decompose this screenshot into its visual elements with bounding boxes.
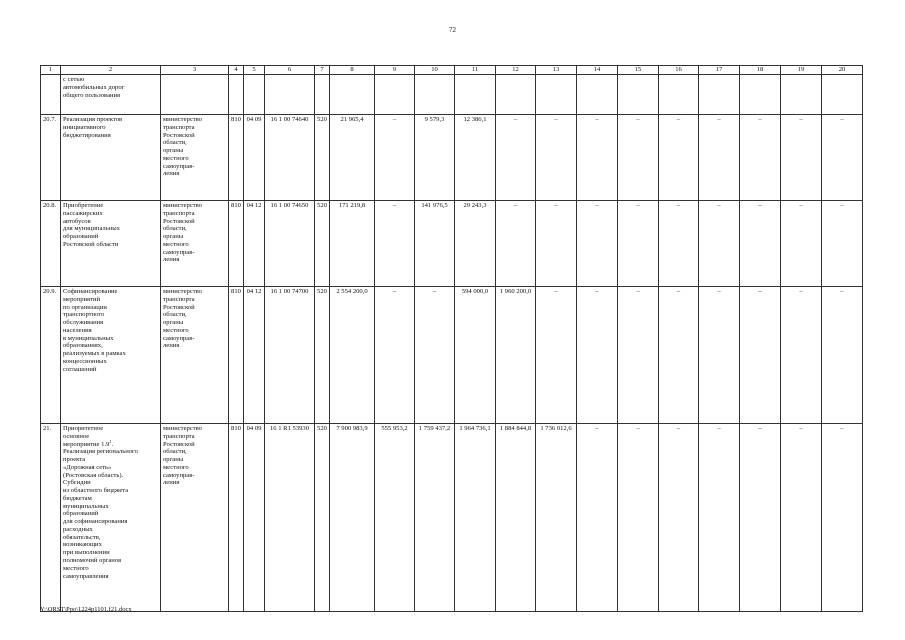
amount-2028: –: [740, 287, 781, 424]
amount-2028: –: [740, 201, 781, 287]
amount-2019: –: [375, 201, 415, 287]
amount-2026: –: [659, 287, 699, 424]
responsible-executor: министерство транспорта Ростовской области, органы местного самоуправ- ления: [161, 115, 229, 201]
amount-2029: –: [781, 424, 822, 612]
column-header: 7: [315, 66, 330, 75]
amount-2023: –: [536, 115, 577, 201]
amount-2022: 1 960 200,0: [496, 287, 536, 424]
amount-2021: 12 386,1: [455, 115, 496, 201]
amount-2020: –: [415, 287, 455, 424]
measure-name-part: Приоритетное основное мероприятие 1.9: [63, 425, 110, 448]
total-amount: 171 219,8: [330, 201, 375, 287]
expense-type-code: 520: [315, 201, 330, 287]
amount-2019: –: [375, 115, 415, 201]
section-code: 04 09: [244, 424, 265, 612]
amount-2030: –: [822, 201, 863, 287]
footnote-marker: 1: [109, 438, 112, 444]
row-index: 20.7.: [41, 115, 61, 201]
page-number: 72: [449, 26, 456, 34]
responsible-executor: министерство транспорта Ростовской области, органы местного самоуправ- ления: [161, 424, 229, 612]
column-header: 11: [455, 66, 496, 75]
measure-name-part: . Реализация регионального проекта «Дорожная сеть» (Ростовская область). Субсидии из областного бюджета бюджетам муниципальных образований для софинансирования расходных обязательств, возникающих при выполнении полномочий органов местного самоуправления: [63, 440, 138, 580]
amount-2026: –: [659, 201, 699, 287]
grbs-code: 810: [229, 115, 244, 201]
amount-2021: 594 000,0: [455, 287, 496, 424]
section-code: 04 09: [244, 115, 265, 201]
table-row: [41, 201, 863, 287]
amount-2020: 141 976,5: [415, 201, 455, 287]
table-row: [41, 115, 863, 201]
column-header: 13: [536, 66, 577, 75]
amount-2029: –: [781, 115, 822, 201]
column-header: 15: [618, 66, 659, 75]
amount-2027: –: [699, 201, 740, 287]
grbs-code: 810: [229, 424, 244, 612]
amount-2023: 1 736 012,6: [536, 424, 577, 612]
target-article-code: 16 1 00 74650: [265, 201, 315, 287]
amount-2029: –: [781, 201, 822, 287]
amount-2021: 29 243,3: [455, 201, 496, 287]
amount-2024: –: [577, 201, 618, 287]
column-header: 14: [577, 66, 618, 75]
amount-2019: 555 953,2: [375, 424, 415, 612]
section-code: 04 12: [244, 201, 265, 287]
amount-2027: –: [699, 424, 740, 612]
target-article-code: 16 1 R1 53930: [265, 424, 315, 612]
amount-2027: –: [699, 115, 740, 201]
header-row: [41, 66, 863, 75]
budget-table: [40, 65, 863, 612]
row-index: 20.9.: [41, 287, 61, 424]
amount-2025: –: [618, 424, 659, 612]
amount-2019: –: [375, 287, 415, 424]
total-amount: 21 965,4: [330, 115, 375, 201]
total-amount: 2 554 200,0: [330, 287, 375, 424]
amount-2023: –: [536, 287, 577, 424]
column-header: 3: [161, 66, 229, 75]
measure-name: [61, 75, 161, 115]
column-header: 4: [229, 66, 244, 75]
amount-2027: –: [699, 287, 740, 424]
measure-name: [61, 424, 161, 612]
amount-2022: –: [496, 115, 536, 201]
amount-2020: 9 579,3: [415, 115, 455, 201]
document-path: Y:\ORST\Ppo\1224p1101.f21.docx: [40, 606, 132, 613]
row-index: 21.: [41, 424, 61, 612]
table-row: [41, 424, 863, 612]
amount-2026: –: [659, 115, 699, 201]
column-header: 20: [822, 66, 863, 75]
column-header: 5: [244, 66, 265, 75]
row-index: [41, 75, 61, 115]
amount-2024: –: [577, 424, 618, 612]
column-header: 19: [781, 66, 822, 75]
amount-2030: –: [822, 424, 863, 612]
column-header: 8: [330, 66, 375, 75]
expense-type-code: 520: [315, 287, 330, 424]
column-header: 9: [375, 66, 415, 75]
row-index: 20.8.: [41, 201, 61, 287]
amount-2029: –: [781, 287, 822, 424]
expense-type-code: 520: [315, 424, 330, 612]
grbs-code: 810: [229, 287, 244, 424]
amount-2023: –: [536, 201, 577, 287]
measure-name-text: с сетью автомобильных дорог общего пользования: [63, 76, 125, 99]
column-header: 18: [740, 66, 781, 75]
column-header: 16: [659, 66, 699, 75]
amount-2021: 1 964 736,1: [455, 424, 496, 612]
amount-2024: –: [577, 115, 618, 201]
grbs-code: 810: [229, 201, 244, 287]
target-article-code: 16 1 00 74700: [265, 287, 315, 424]
amount-2028: –: [740, 115, 781, 201]
amount-2026: –: [659, 424, 699, 612]
amount-2028: –: [740, 424, 781, 612]
measure-name: Реализация проектов инициативного бюджетирования: [61, 115, 161, 201]
amount-2030: –: [822, 115, 863, 201]
target-article-code: 16 1 00 74640: [265, 115, 315, 201]
amount-2030: –: [822, 287, 863, 424]
column-header: 6: [265, 66, 315, 75]
responsible-executor: министерство транспорта Ростовской области, органы местного самоуправ- ления: [161, 287, 229, 424]
table-row: [41, 287, 863, 424]
amount-2025: –: [618, 201, 659, 287]
amount-2025: –: [618, 115, 659, 201]
total-amount: 7 900 983,9: [330, 424, 375, 612]
amount-2025: –: [618, 287, 659, 424]
section-code: 04 12: [244, 287, 265, 424]
column-header: 12: [496, 66, 536, 75]
amount-2022: 1 884 844,8: [496, 424, 536, 612]
expense-type-code: 520: [315, 115, 330, 201]
column-header: 2: [61, 66, 161, 75]
measure-name: Софинансирование мероприятий по организации транспортного обслуживания населения в муниципальных образованиях, реализуемых в рамках концессионных соглашений: [61, 287, 161, 424]
amount-2020: 1 759 437,2: [415, 424, 455, 612]
measure-name: Приобретение пассажирских автобусов для муниципальных образований Ростовской области: [61, 201, 161, 287]
responsible-executor: министерство транспорта Ростовской области, органы местного самоуправ- ления: [161, 201, 229, 287]
column-header: 17: [699, 66, 740, 75]
amount-2022: –: [496, 201, 536, 287]
continuation-row: [41, 75, 863, 115]
amount-2024: –: [577, 287, 618, 424]
column-header: 1: [41, 66, 61, 75]
column-header: 10: [415, 66, 455, 75]
